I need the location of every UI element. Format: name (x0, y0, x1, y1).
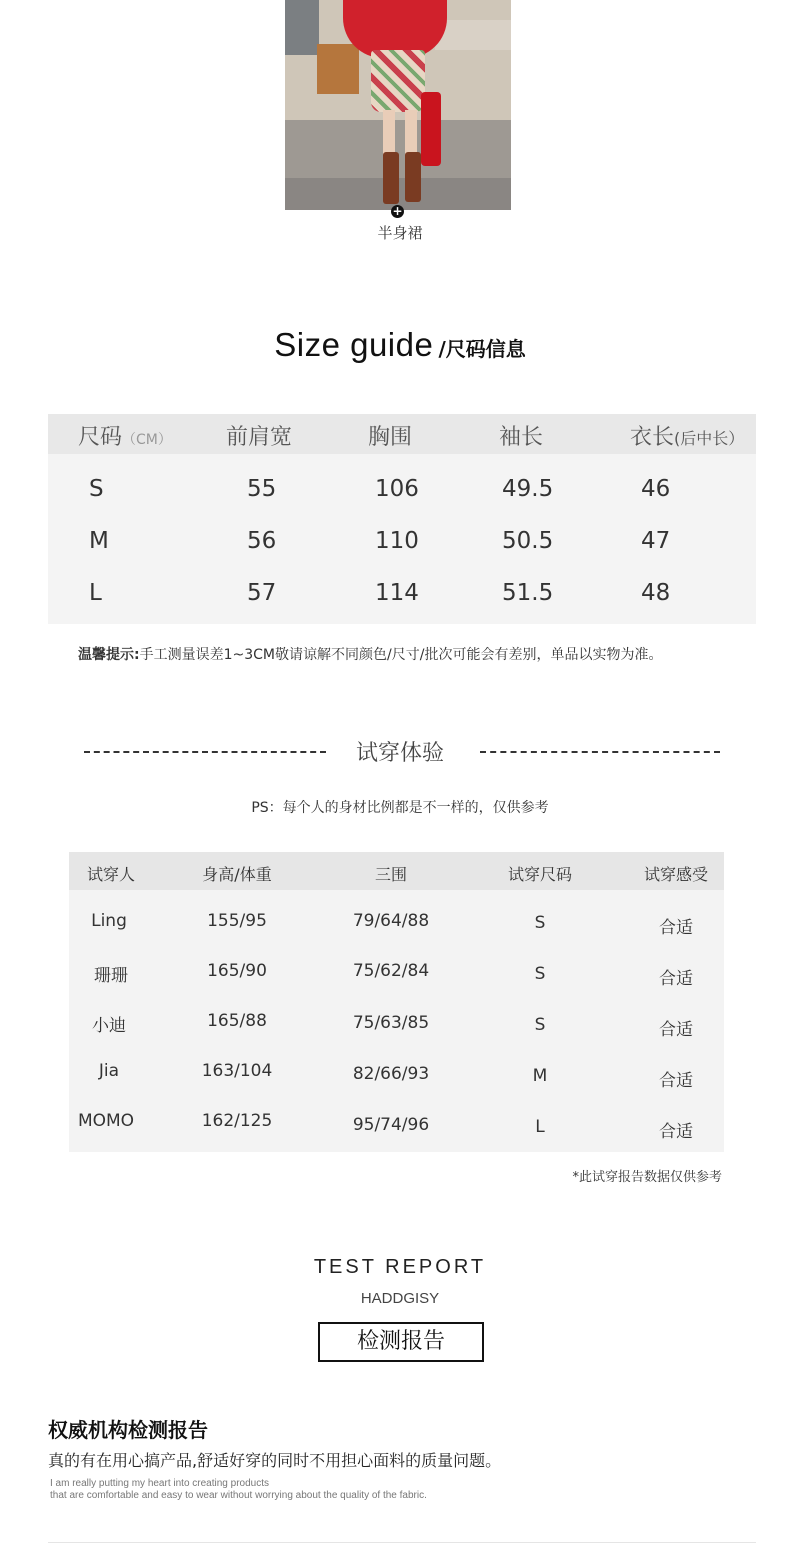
size-row-s-size: S (89, 476, 104, 502)
try-row-1-hw: 155/95 (207, 911, 267, 931)
size-header-bust: 胸围 (368, 425, 413, 450)
product-photo[interactable] (285, 0, 511, 210)
size-guide-title-cn: /尺码信息 (438, 337, 526, 361)
size-row-l-size: L (89, 580, 102, 606)
try-row-5-feel: 合适 (659, 1122, 693, 1142)
size-row-m-size: M (89, 528, 109, 554)
photo-boot (383, 152, 399, 204)
try-row-3-size: S (534, 1015, 546, 1035)
size-header-unit: （CM） (122, 432, 172, 448)
size-header-shoulder: 前肩宽 (226, 425, 293, 450)
size-row-s-length: 46 (641, 476, 671, 502)
brand-name: HADDGISY (360, 1290, 440, 1307)
try-row-4-measure: 82/66/93 (352, 1064, 430, 1084)
try-row-2-name: 珊珊 (94, 966, 128, 986)
try-row-1-feel: 合适 (659, 918, 693, 938)
try-header-name: 试穿人 (86, 865, 135, 884)
try-row-1-name: Ling (91, 911, 127, 931)
try-header-size: 试穿尺码 (507, 865, 572, 884)
size-table (48, 414, 756, 624)
bottom-divider (48, 1542, 756, 1543)
test-report-title: TEST REPORT (313, 1256, 487, 1278)
try-row-3-hw: 165/88 (207, 1011, 267, 1031)
photo-red-bag (421, 92, 441, 166)
tip-text: 手工测量误差1~3CM敬请谅解不同颜色/尺寸/批次可能会有差别，单品以实物为准。 (139, 647, 663, 663)
authority-english-line-1: I am really putting my heart into creating products (50, 1478, 269, 1489)
try-on-table (69, 852, 724, 1152)
authority-title: 权威机构检测报告 (48, 1418, 208, 1442)
try-row-4-hw: 163/104 (201, 1061, 273, 1081)
size-row-m-length: 47 (641, 528, 671, 554)
photo-plaid-skirt (371, 50, 425, 112)
try-row-5-hw: 162/125 (201, 1111, 273, 1131)
size-row-l-length: 48 (641, 580, 671, 606)
photo-leg (383, 110, 395, 158)
size-row-m-sleeve: 50.5 (502, 528, 554, 554)
try-on-title: 试穿体验 (355, 741, 444, 766)
try-on-note: *此试穿报告数据仅供参考 (572, 1170, 722, 1185)
photo-boot (405, 152, 421, 202)
size-header-length (630, 420, 744, 451)
try-header-hw: 身高/体重 (202, 865, 272, 884)
try-header-measure: 三围 (374, 865, 407, 884)
try-row-4-name: Jia (98, 1061, 120, 1081)
try-row-5-measure: 95/74/96 (352, 1115, 430, 1135)
try-row-4-feel: 合适 (659, 1071, 693, 1091)
dashed-divider-right (480, 751, 720, 753)
test-report-box: 检测报告 (318, 1322, 484, 1362)
photo-window (285, 0, 319, 55)
try-on-ps: PS：每个人的身材比例都是不一样的，仅供参考 (251, 800, 549, 816)
tip-label: 温馨提示: (78, 647, 140, 663)
try-row-2-feel: 合适 (659, 969, 693, 989)
try-row-2-measure: 75/62/84 (352, 961, 430, 981)
authority-english-line-2: that are comfortable and easy to wear without worrying about the quality of the fabric. (50, 1490, 427, 1501)
try-row-2-size: S (534, 964, 546, 984)
size-row-l-shoulder: 57 (247, 580, 277, 606)
try-row-4-size: M (532, 1066, 548, 1086)
product-caption: 半身裙 (377, 224, 423, 242)
size-header-length-note: (后中长） (674, 429, 745, 448)
try-header-feel: 试穿感受 (643, 865, 708, 884)
photo-leg (405, 110, 417, 158)
size-row-s-sleeve: 49.5 (502, 476, 554, 502)
photo-bench (317, 44, 359, 94)
size-guide-title (0, 326, 800, 364)
try-row-3-measure: 75/63/85 (352, 1013, 430, 1033)
measurement-tip (78, 644, 662, 664)
size-row-m-shoulder: 56 (247, 528, 277, 554)
size-row-s-shoulder: 55 (247, 476, 277, 502)
size-row-l-bust: 114 (375, 580, 419, 606)
try-row-3-name: 小迪 (92, 1016, 126, 1036)
try-row-2-hw: 165/90 (207, 961, 267, 981)
size-row-s-bust: 106 (375, 476, 419, 502)
size-row-l-sleeve: 51.5 (502, 580, 554, 606)
size-header-size-label: 尺码 (78, 425, 123, 450)
size-row-m-bust: 110 (375, 528, 419, 554)
size-header-size (78, 420, 172, 451)
try-row-5-name: MOMO (77, 1111, 135, 1131)
try-on-title-bar (0, 736, 800, 768)
size-guide-title-en: Size guide (274, 326, 434, 363)
try-row-1-size: S (534, 913, 546, 933)
try-row-5-size: L (535, 1117, 545, 1137)
try-row-3-feel: 合适 (659, 1020, 693, 1040)
plus-circle-icon[interactable]: + (392, 204, 403, 218)
authority-description: 真的有在用心搞产品,舒适好穿的同时不用担心面料的质量问题。 (48, 1451, 502, 1470)
try-row-1-measure: 79/64/88 (352, 911, 430, 931)
size-header-length-label: 衣长 (630, 425, 675, 450)
size-header-sleeve: 袖长 (499, 425, 544, 450)
